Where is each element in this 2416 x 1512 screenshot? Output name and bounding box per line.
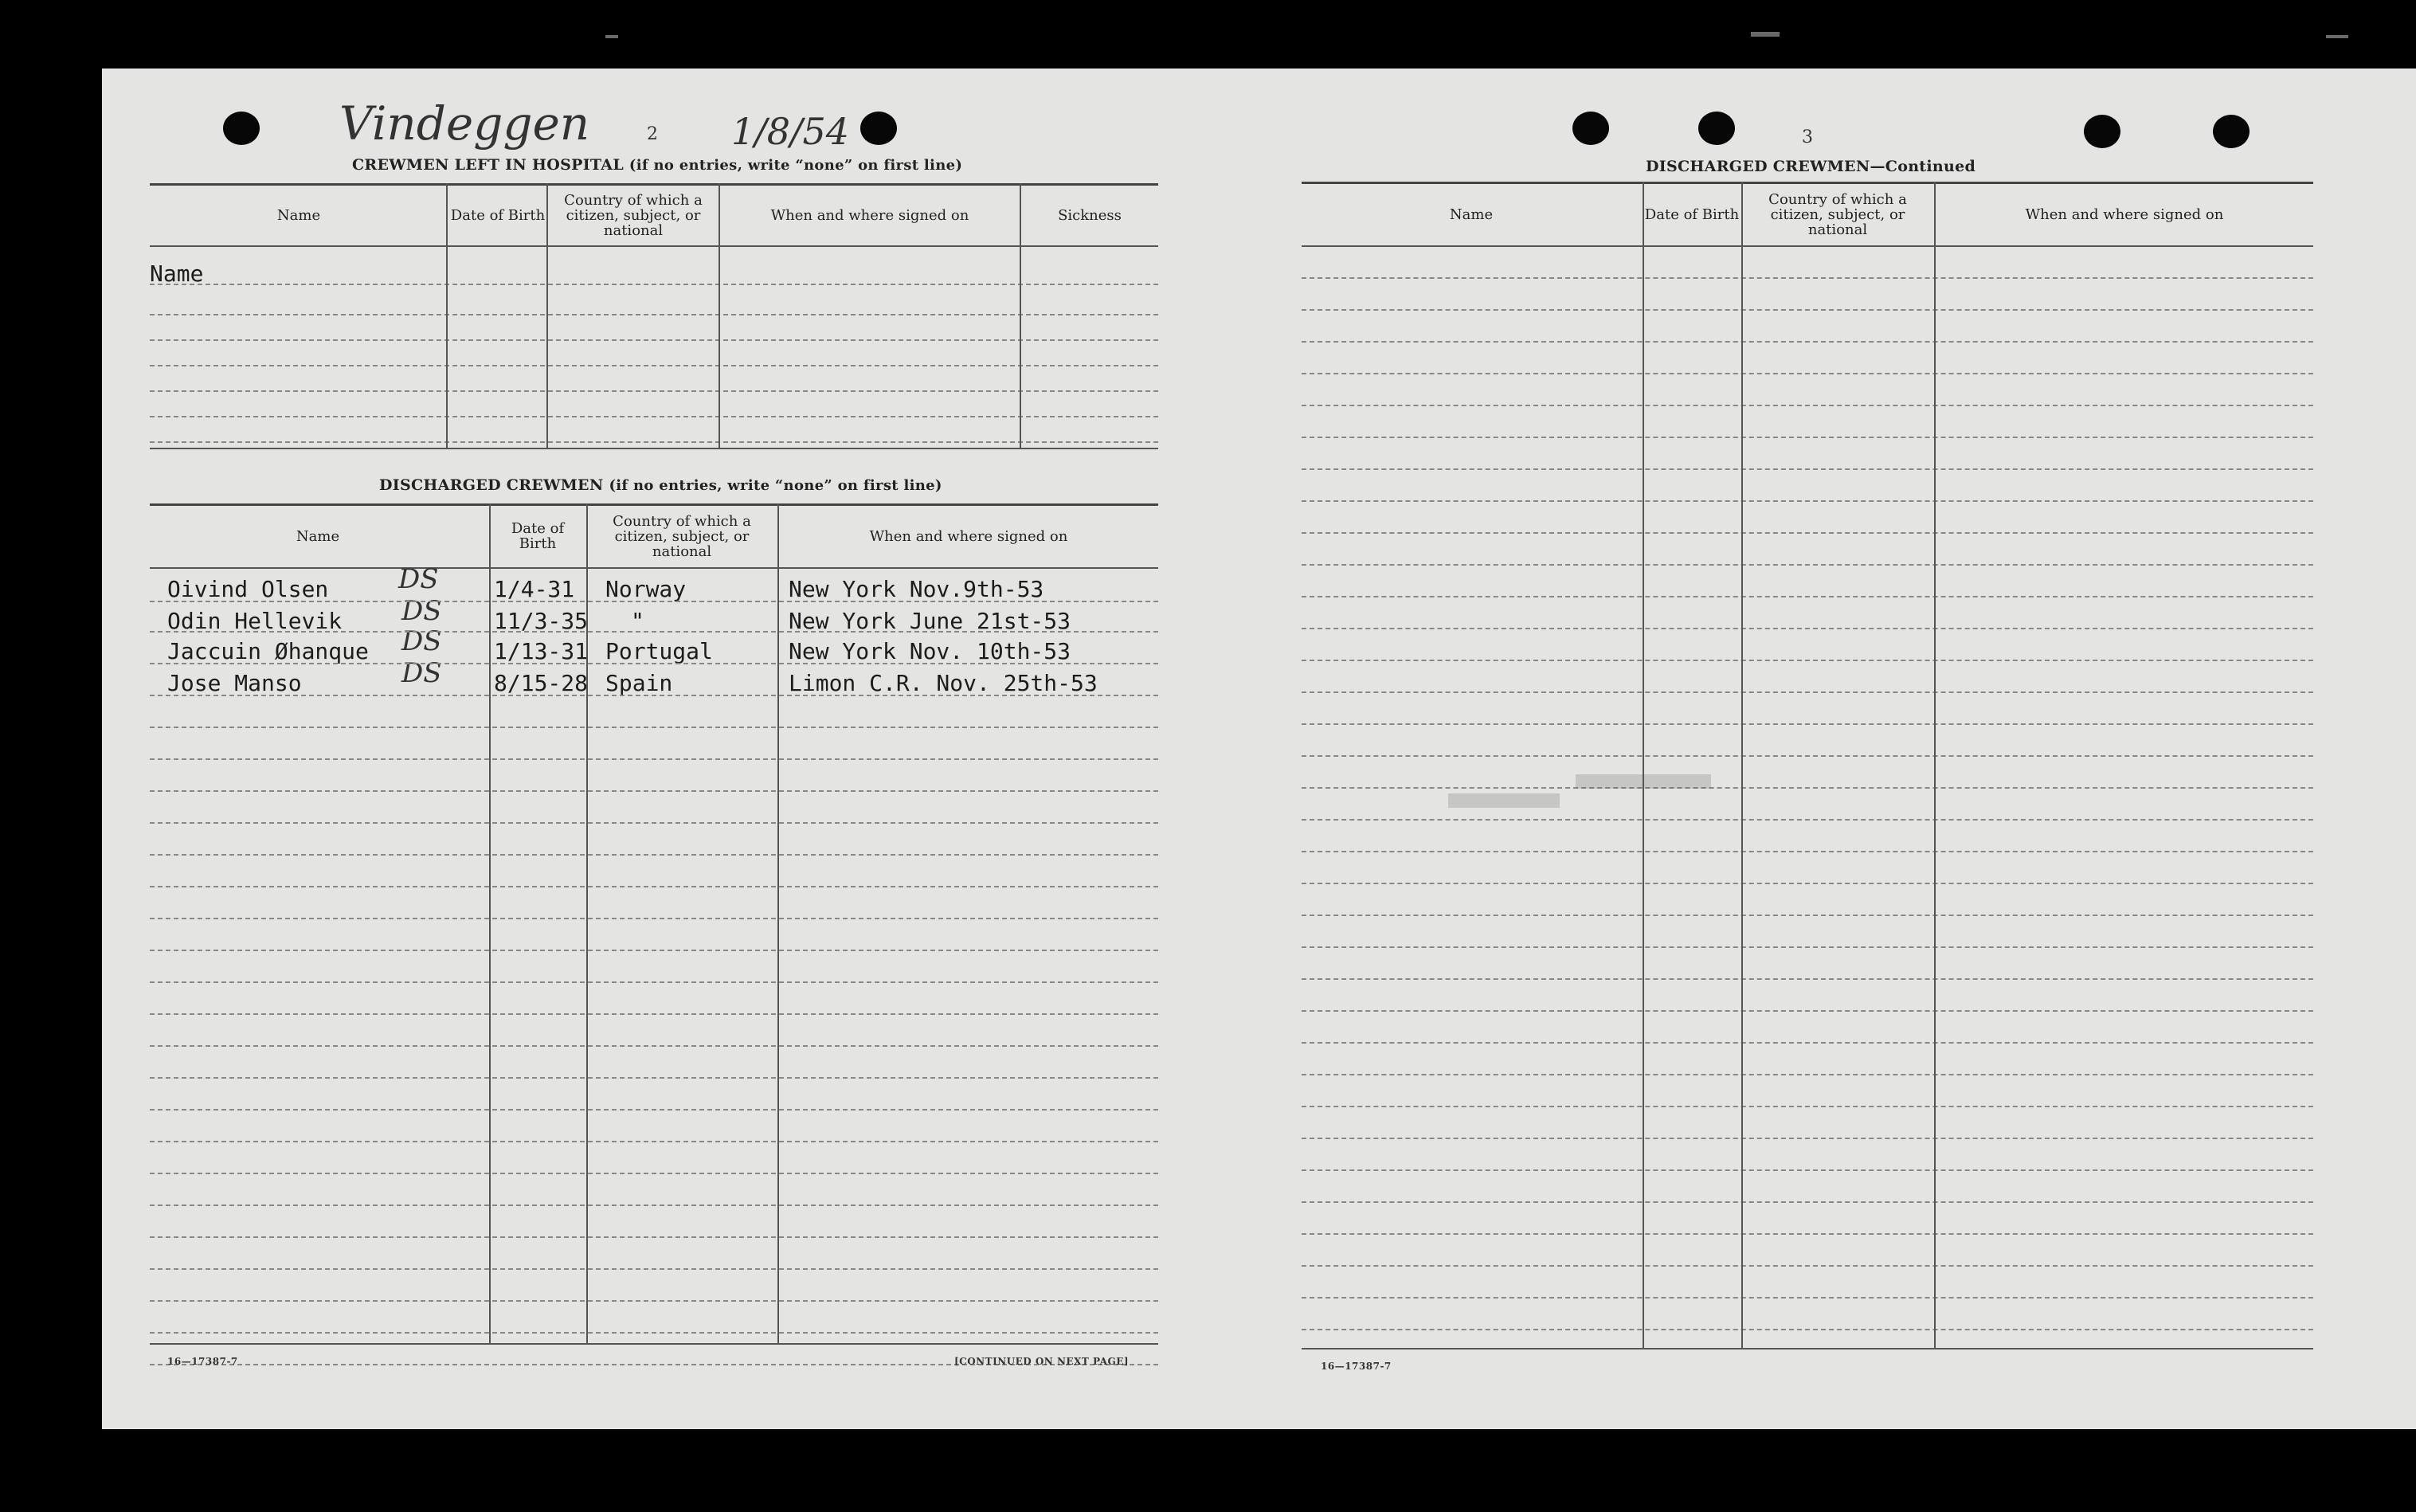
row-line bbox=[1302, 564, 2313, 566]
page-number: 3 bbox=[1802, 127, 1813, 147]
row-line bbox=[150, 822, 1158, 824]
punch-hole bbox=[1698, 112, 1735, 145]
row-line bbox=[150, 441, 1158, 443]
crew-dob: 11/3-35 bbox=[494, 608, 589, 634]
crew-name: Odin Hellevik bbox=[167, 608, 343, 634]
col-divider bbox=[1741, 182, 1743, 1348]
crew-signed-on: New York Nov.9th-53 bbox=[789, 576, 1044, 602]
form-number: 16—17387-7 bbox=[1321, 1361, 1392, 1372]
document-sheet bbox=[102, 69, 2416, 1429]
scan-mark bbox=[2326, 35, 2348, 38]
hospital-col-dob: Date of Birth bbox=[450, 206, 546, 224]
row-line bbox=[1302, 1138, 2313, 1139]
row-line bbox=[1302, 946, 2313, 948]
row-line bbox=[1302, 1201, 2313, 1203]
crew-country: Norway bbox=[605, 576, 687, 602]
row-line bbox=[150, 339, 1158, 341]
row-line bbox=[1302, 309, 2313, 311]
row-line bbox=[1302, 915, 2313, 916]
discharged-section-title bbox=[379, 476, 942, 494]
row-line bbox=[150, 1141, 1158, 1142]
col-divider bbox=[719, 183, 720, 448]
row-line bbox=[150, 1173, 1158, 1174]
row-line bbox=[150, 390, 1158, 392]
row-line bbox=[1302, 373, 2313, 374]
row-line bbox=[1302, 723, 2313, 725]
row-line bbox=[1302, 277, 2313, 279]
row-line bbox=[1302, 500, 2313, 502]
crew-name: Oivind Olsen bbox=[167, 576, 329, 602]
row-line bbox=[1302, 1329, 2313, 1330]
punch-hole bbox=[2213, 115, 2250, 148]
discharged-top-rule bbox=[150, 503, 1158, 506]
col-divider bbox=[489, 503, 491, 1343]
row-line bbox=[150, 663, 1158, 664]
hospital-col-sickness: Sickness bbox=[1058, 206, 1122, 224]
discharged-title-text: DISCHARGED CREWMEN bbox=[379, 476, 604, 494]
row-line bbox=[1302, 405, 2313, 406]
continued-note: [CONTINUED ON NEXT PAGE] bbox=[954, 1356, 1130, 1367]
col-divider bbox=[446, 183, 448, 448]
row-line bbox=[1302, 468, 2313, 470]
right-col-name: Name bbox=[1449, 206, 1494, 223]
col-divider bbox=[546, 183, 548, 448]
row-line bbox=[150, 1268, 1158, 1270]
right-top-rule bbox=[1302, 182, 2313, 184]
row-line bbox=[1302, 851, 2313, 852]
row-line bbox=[150, 981, 1158, 983]
row-line bbox=[150, 1045, 1158, 1047]
row-line bbox=[1302, 628, 2313, 629]
hospital-note: (if no entries, write “none” on first line) bbox=[628, 157, 963, 174]
row-line bbox=[150, 1300, 1158, 1302]
continued-section-title: DISCHARGED CREWMEN—Continued bbox=[1646, 158, 1976, 175]
row-line bbox=[1302, 787, 2313, 789]
row-line bbox=[150, 1332, 1158, 1334]
crew-signed-on: Limon C.R. Nov. 25th-53 bbox=[789, 670, 1098, 696]
handwritten-vessel-name: Vindeggen bbox=[339, 96, 590, 151]
row-line bbox=[150, 284, 1158, 285]
col-divider bbox=[586, 503, 588, 1343]
page-number: 2 bbox=[647, 124, 658, 144]
hospital-first-entry: Name bbox=[150, 260, 204, 287]
row-line bbox=[1302, 660, 2313, 661]
row-line bbox=[1302, 596, 2313, 597]
crew-dob: 8/15-28 bbox=[494, 670, 589, 696]
row-line bbox=[1302, 1233, 2313, 1235]
scan-mark bbox=[605, 35, 618, 38]
row-line bbox=[150, 1013, 1158, 1015]
punch-hole bbox=[223, 112, 260, 145]
discharged-header-rule bbox=[150, 567, 1158, 569]
crew-country: Portugal bbox=[605, 638, 713, 664]
crew-initials: DS bbox=[401, 657, 442, 689]
row-line bbox=[150, 790, 1158, 792]
punch-hole bbox=[1572, 112, 1609, 145]
crew-signed-on: New York June 21st-53 bbox=[789, 608, 1071, 634]
row-line bbox=[1302, 1297, 2313, 1299]
discharged-bottom-rule bbox=[150, 1343, 1158, 1345]
row-line bbox=[150, 886, 1158, 887]
bleed-through-mark bbox=[1448, 793, 1560, 808]
row-line bbox=[1302, 1010, 2313, 1012]
crew-initials: DS bbox=[401, 595, 442, 627]
row-line bbox=[150, 1077, 1158, 1079]
discharged-col-name: Name bbox=[296, 527, 340, 545]
row-line bbox=[1302, 883, 2313, 884]
col-divider bbox=[777, 503, 779, 1343]
row-line bbox=[1302, 437, 2313, 438]
crew-initials: DS bbox=[401, 625, 442, 657]
hospital-title-text: CREWMEN LEFT IN HOSPITAL bbox=[352, 156, 624, 174]
row-line bbox=[150, 1236, 1158, 1238]
row-line bbox=[150, 365, 1158, 366]
row-line bbox=[1302, 1074, 2313, 1075]
row-line bbox=[150, 695, 1158, 696]
row-line bbox=[1302, 1265, 2313, 1267]
hospital-top-rule bbox=[150, 183, 1158, 186]
hospital-col-name: Name bbox=[276, 206, 321, 224]
scan-mark bbox=[1751, 32, 1780, 37]
row-line bbox=[1302, 341, 2313, 343]
row-line bbox=[150, 950, 1158, 951]
hospital-col-country: Country of which a citizen, subject, or national bbox=[564, 191, 703, 239]
right-col-signed-on: When and where signed on bbox=[2025, 206, 2224, 223]
right-col-country: Country of which a citizen, subject, or national bbox=[1768, 190, 1907, 238]
discharged-col-dob: Date of Birth bbox=[511, 520, 565, 552]
bleed-through-mark bbox=[1576, 774, 1711, 789]
row-line bbox=[150, 1109, 1158, 1110]
row-line bbox=[150, 631, 1158, 633]
row-line bbox=[1302, 1042, 2313, 1044]
row-line bbox=[150, 1205, 1158, 1206]
crew-name: Jaccuin Øhanque bbox=[167, 638, 369, 664]
right-header-rule bbox=[1302, 245, 2313, 247]
crew-initials: DS bbox=[398, 563, 439, 595]
crew-dob: 1/4-31 bbox=[494, 576, 575, 602]
row-line bbox=[1302, 691, 2313, 693]
crew-country: " bbox=[631, 608, 644, 634]
hospital-header-rule bbox=[150, 245, 1158, 247]
discharged-note: (if no entries, write “none” on first line) bbox=[609, 477, 942, 494]
row-line bbox=[1302, 532, 2313, 534]
crew-dob: 1/13-31 bbox=[494, 638, 589, 664]
row-line bbox=[150, 727, 1158, 728]
row-line bbox=[1302, 1106, 2313, 1107]
right-col-dob: Date of Birth bbox=[1644, 206, 1740, 223]
row-line bbox=[150, 314, 1158, 315]
form-number: 16—17387-7 bbox=[167, 1356, 238, 1367]
col-divider bbox=[1020, 183, 1021, 448]
crew-country: Spain bbox=[605, 670, 673, 696]
discharged-col-country: Country of which a citizen, subject, or national bbox=[613, 512, 751, 560]
row-line bbox=[150, 758, 1158, 760]
hospital-col-signed-on: When and where signed on bbox=[770, 206, 969, 224]
row-line bbox=[1302, 1169, 2313, 1171]
discharged-col-signed-on: When and where signed on bbox=[869, 527, 1068, 545]
row-line bbox=[1302, 755, 2313, 757]
row-line bbox=[150, 854, 1158, 856]
right-bottom-rule bbox=[1302, 1348, 2313, 1349]
crew-signed-on: New York Nov. 10th-53 bbox=[789, 638, 1071, 664]
col-divider bbox=[1643, 182, 1644, 1348]
row-line bbox=[150, 601, 1158, 602]
row-line bbox=[1302, 978, 2313, 980]
crew-name: Jose Manso bbox=[167, 670, 302, 696]
col-divider bbox=[1934, 182, 1936, 1348]
row-line bbox=[150, 918, 1158, 919]
punch-hole bbox=[2084, 115, 2120, 148]
row-line bbox=[150, 416, 1158, 417]
handwritten-date: 1/8/54 bbox=[731, 110, 850, 153]
hospital-section-title bbox=[352, 156, 962, 174]
row-line bbox=[1302, 819, 2313, 821]
punch-hole bbox=[860, 112, 897, 145]
hospital-bottom-rule bbox=[150, 448, 1158, 449]
